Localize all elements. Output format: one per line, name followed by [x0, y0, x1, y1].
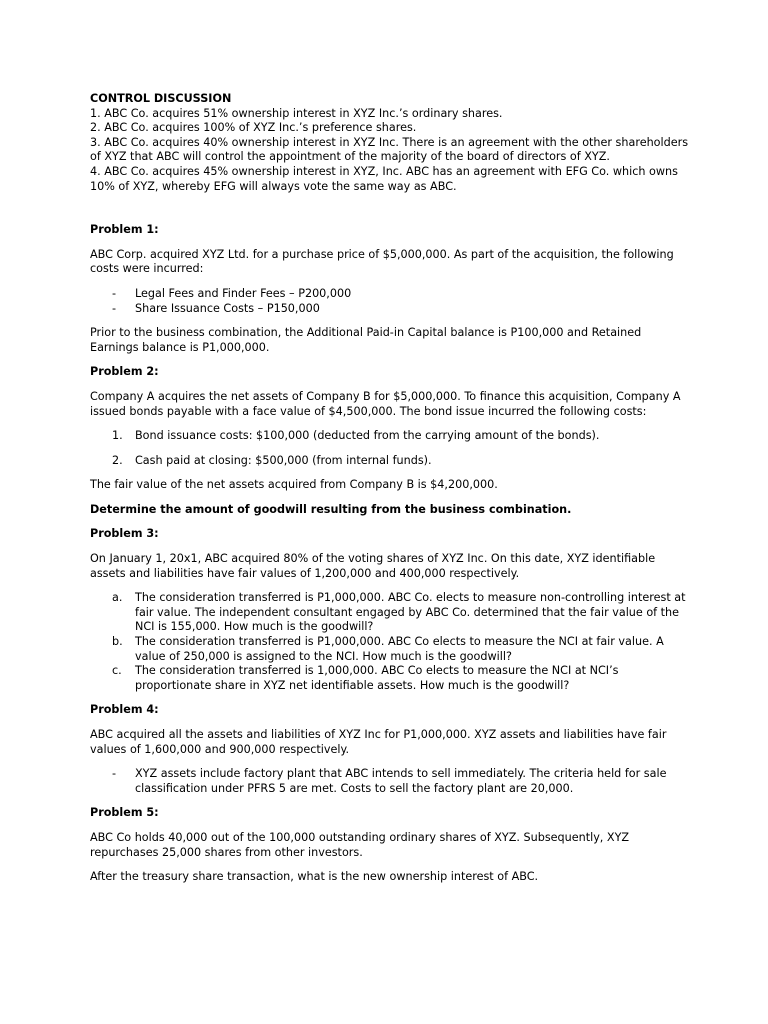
problem-1-note: Prior to the business combination, the Additional Paid-in Capital balance is P100,000 and Retained Earnings balance is P1,000,000.: [90, 326, 642, 354]
problem-2-section: [90, 365, 690, 517]
list-bullet: -: [112, 767, 117, 781]
problem-4-section: [90, 703, 690, 796]
problem-1-title: Problem 1:: [90, 223, 159, 237]
list-letter: c.: [112, 664, 122, 678]
problem-4-note-list: [90, 767, 690, 796]
list-number: 2.: [112, 453, 123, 467]
list-item: [90, 429, 690, 444]
list-letter: b.: [112, 635, 123, 649]
problem-2-question: Determine the amount of goodwill resulting from the business combination.: [90, 502, 572, 516]
problem-3-case-list: [90, 591, 690, 693]
control-item: 3. ABC Co. acquires 40% ownership interest in XYZ Inc. There is an agreement with the other shareholders of XYZ that ABC will control the appointment of the majority of the board of directors of XYZ.: [90, 135, 689, 164]
problem-2-title: Problem 2:: [90, 365, 159, 379]
problem-4-intro: ABC acquired all the assets and liabilities of XYZ Inc for P1,000,000. XYZ assets and liabilities have fair values of 1,600,000 and 900,000 respectively.: [90, 728, 667, 756]
list-bullet: -: [112, 286, 117, 300]
list-item-text: The consideration transferred is 1,000,000. ABC Co elects to measure the NCI at NCI’s proportionate share in XYZ net identifiable assets. How much is the goodwill?: [135, 664, 619, 692]
control-item: 2. ABC Co. acquires 100% of XYZ Inc.’s preference shares.: [90, 121, 417, 135]
list-item-text: Bond issuance costs: $100,000 (deducted from the carrying amount of the bonds).: [135, 429, 600, 443]
control-discussion-section: [90, 92, 690, 194]
list-item-text: Cash paid at closing: $500,000 (from internal funds).: [135, 453, 432, 467]
problem-1-section: [90, 223, 690, 355]
problem-4-title: Problem 4:: [90, 703, 159, 717]
list-item: [90, 302, 690, 317]
list-item-text: Legal Fees and Finder Fees – P200,000: [135, 286, 352, 300]
problem-5-section: [90, 806, 690, 884]
control-item: 1. ABC Co. acquires 51% ownership interest in XYZ Inc.’s ordinary shares.: [90, 106, 503, 120]
list-item-text: The consideration transferred is P1,000,000. ABC Co elects to measure the NCI at fair value. A value of 250,000 is assigned to the NCI. How much is the goodwill?: [135, 635, 664, 663]
list-number: 1.: [112, 429, 123, 443]
problem-1-cost-list: [90, 287, 690, 316]
problem-1-intro: ABC Corp. acquired XYZ Ltd. for a purchase price of $5,000,000. As part of the acquisition, the following costs were incurred:: [90, 247, 674, 276]
list-item: [90, 664, 690, 693]
list-item: [90, 767, 690, 796]
control-discussion-heading: CONTROL DISCUSSION: [90, 92, 232, 105]
problem-3-section: [90, 527, 690, 693]
problem-2-intro: Company A acquires the net assets of Company B for $5,000,000. To finance this acquisition, Company A issued bonds payable with a face value of $4,500,000. The bond issue incurred the following costs:: [90, 389, 681, 418]
problem-5-question: After the treasury share transaction, what is the new ownership interest of ABC.: [90, 870, 539, 884]
problem-2-cost-list: [90, 429, 690, 468]
problem-3-title: Problem 3:: [90, 527, 159, 541]
list-letter: a.: [112, 591, 123, 605]
list-bullet: -: [112, 301, 117, 315]
problem-5-intro: ABC Co holds 40,000 out of the 100,000 outstanding ordinary shares of XYZ. Subsequently, XYZ repurchases 25,000 shares from other investors.: [90, 830, 630, 859]
problem-3-intro: On January 1, 20x1, ABC acquired 80% of the voting shares of XYZ Inc. On this date, XYZ identifiable assets and liabilities have fair values of 1,200,000 and 400,000 respectively.: [90, 552, 656, 580]
list-item-text: The consideration transferred is P1,000,000. ABC Co. elects to measure non-controlling interest at fair value. The independent consultant engaged by ABC Co. determined that the fair value of the NCI is 155,000. How much is the goodwill?: [135, 591, 686, 634]
list-item: [90, 287, 690, 302]
list-item: [90, 591, 690, 635]
document-page: [90, 92, 690, 885]
problem-5-title: Problem 5:: [90, 806, 159, 820]
list-item: [90, 454, 690, 469]
problem-2-fair-value: The fair value of the net assets acquired from Company B is $4,200,000.: [90, 478, 498, 492]
list-item-text: Share Issuance Costs – P150,000: [135, 301, 320, 315]
list-item-text: XYZ assets include factory plant that ABC intends to sell immediately. The criteria held for sale classification under PFRS 5 are met. Costs to sell the factory plant are 20,000.: [135, 767, 667, 795]
list-item: [90, 635, 690, 664]
control-item: 4. ABC Co. acquires 45% ownership interest in XYZ, Inc. ABC has an agreement with EFG Co. which owns 10% of XYZ, whereby EFG will always vote the same way as ABC.: [90, 164, 678, 193]
